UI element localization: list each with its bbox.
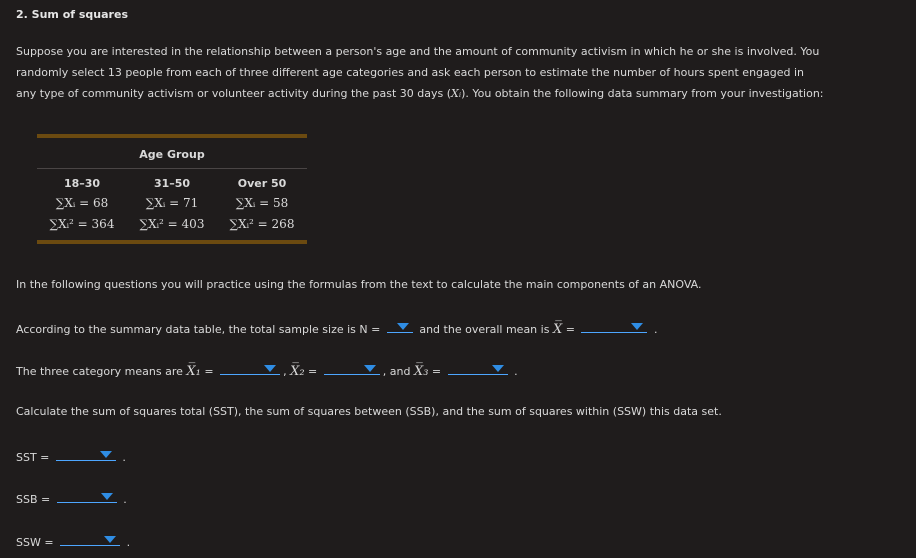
dropdown-arrow-icon bbox=[104, 536, 116, 543]
summary-table bbox=[37, 134, 307, 244]
sum-of-squares-instruction: Calculate the sum of squares total (SST), the sum of squares between (SSB), and the sum of squares within (SSW) this data set. bbox=[16, 405, 722, 418]
question-sample-size: According to the summary data table, the total sample size is N = and the overall mean is X̅ = . bbox=[16, 322, 658, 337]
dropdown-arrow-icon bbox=[397, 323, 409, 330]
dropdown-arrow-icon bbox=[101, 493, 113, 500]
dropdown-arrow-icon bbox=[364, 365, 376, 372]
column-over-50 bbox=[217, 175, 307, 235]
table-top-rule bbox=[37, 134, 307, 138]
table-divider bbox=[37, 168, 307, 169]
dropdown-arrow-icon bbox=[264, 365, 276, 372]
column-header: Over 50 bbox=[237, 177, 287, 190]
ssw-row: SSW = . bbox=[16, 533, 130, 549]
column-31-50 bbox=[127, 175, 217, 235]
table-bottom-rule bbox=[37, 240, 307, 244]
intro-paragraph: Suppose you are interested in the relationship between a person's age and the amount of community activism in which he or she is involved. You randomly select 13 people from each of three different age categories and ask each person to estimate the number of hours spent engaged in any type of community activism or volunteer activity during the past 30 days (Xᵢ). You obtain the following data summary from your investigation: bbox=[16, 45, 824, 100]
ssb-row: SSB = . bbox=[16, 490, 127, 506]
ssb-dropdown[interactable] bbox=[57, 490, 117, 503]
mean-over-50-dropdown[interactable] bbox=[448, 362, 508, 375]
overall-mean-dropdown[interactable] bbox=[581, 320, 647, 333]
dropdown-arrow-icon bbox=[631, 323, 643, 330]
mean-31-50-dropdown[interactable] bbox=[324, 362, 380, 375]
table-title: Age Group bbox=[139, 148, 205, 161]
dropdown-arrow-icon bbox=[492, 365, 504, 372]
ssw-dropdown[interactable] bbox=[60, 533, 120, 546]
sum-x-squared: ∑Xᵢ² = 268 bbox=[229, 217, 295, 231]
sum-x: ∑Xᵢ = 58 bbox=[235, 196, 289, 210]
sum-x-squared: ∑Xᵢ² = 403 bbox=[139, 217, 205, 231]
question-category-means: The three category means are X̅₁ = , X̅₂ = , and X̅₃ = . bbox=[16, 364, 518, 379]
column-header: 31–50 bbox=[153, 177, 191, 190]
question-heading: 2. Sum of squares bbox=[16, 8, 128, 21]
sum-x-squared: ∑Xᵢ² = 364 bbox=[49, 217, 115, 231]
sum-x: ∑Xᵢ = 71 bbox=[145, 196, 199, 210]
dropdown-arrow-icon bbox=[100, 451, 112, 458]
practice-text: In the following questions you will practice using the formulas from the text to calculate the main components of an ANOVA. bbox=[16, 278, 702, 291]
column-18-30 bbox=[37, 175, 127, 235]
sst-row: SST = . bbox=[16, 448, 126, 464]
sum-x: ∑Xᵢ = 68 bbox=[55, 196, 109, 210]
sample-size-dropdown[interactable] bbox=[387, 320, 413, 333]
column-header: 18–30 bbox=[63, 177, 101, 190]
table-columns bbox=[37, 175, 307, 235]
mean-18-30-dropdown[interactable] bbox=[220, 362, 280, 375]
sst-dropdown[interactable] bbox=[56, 448, 116, 461]
